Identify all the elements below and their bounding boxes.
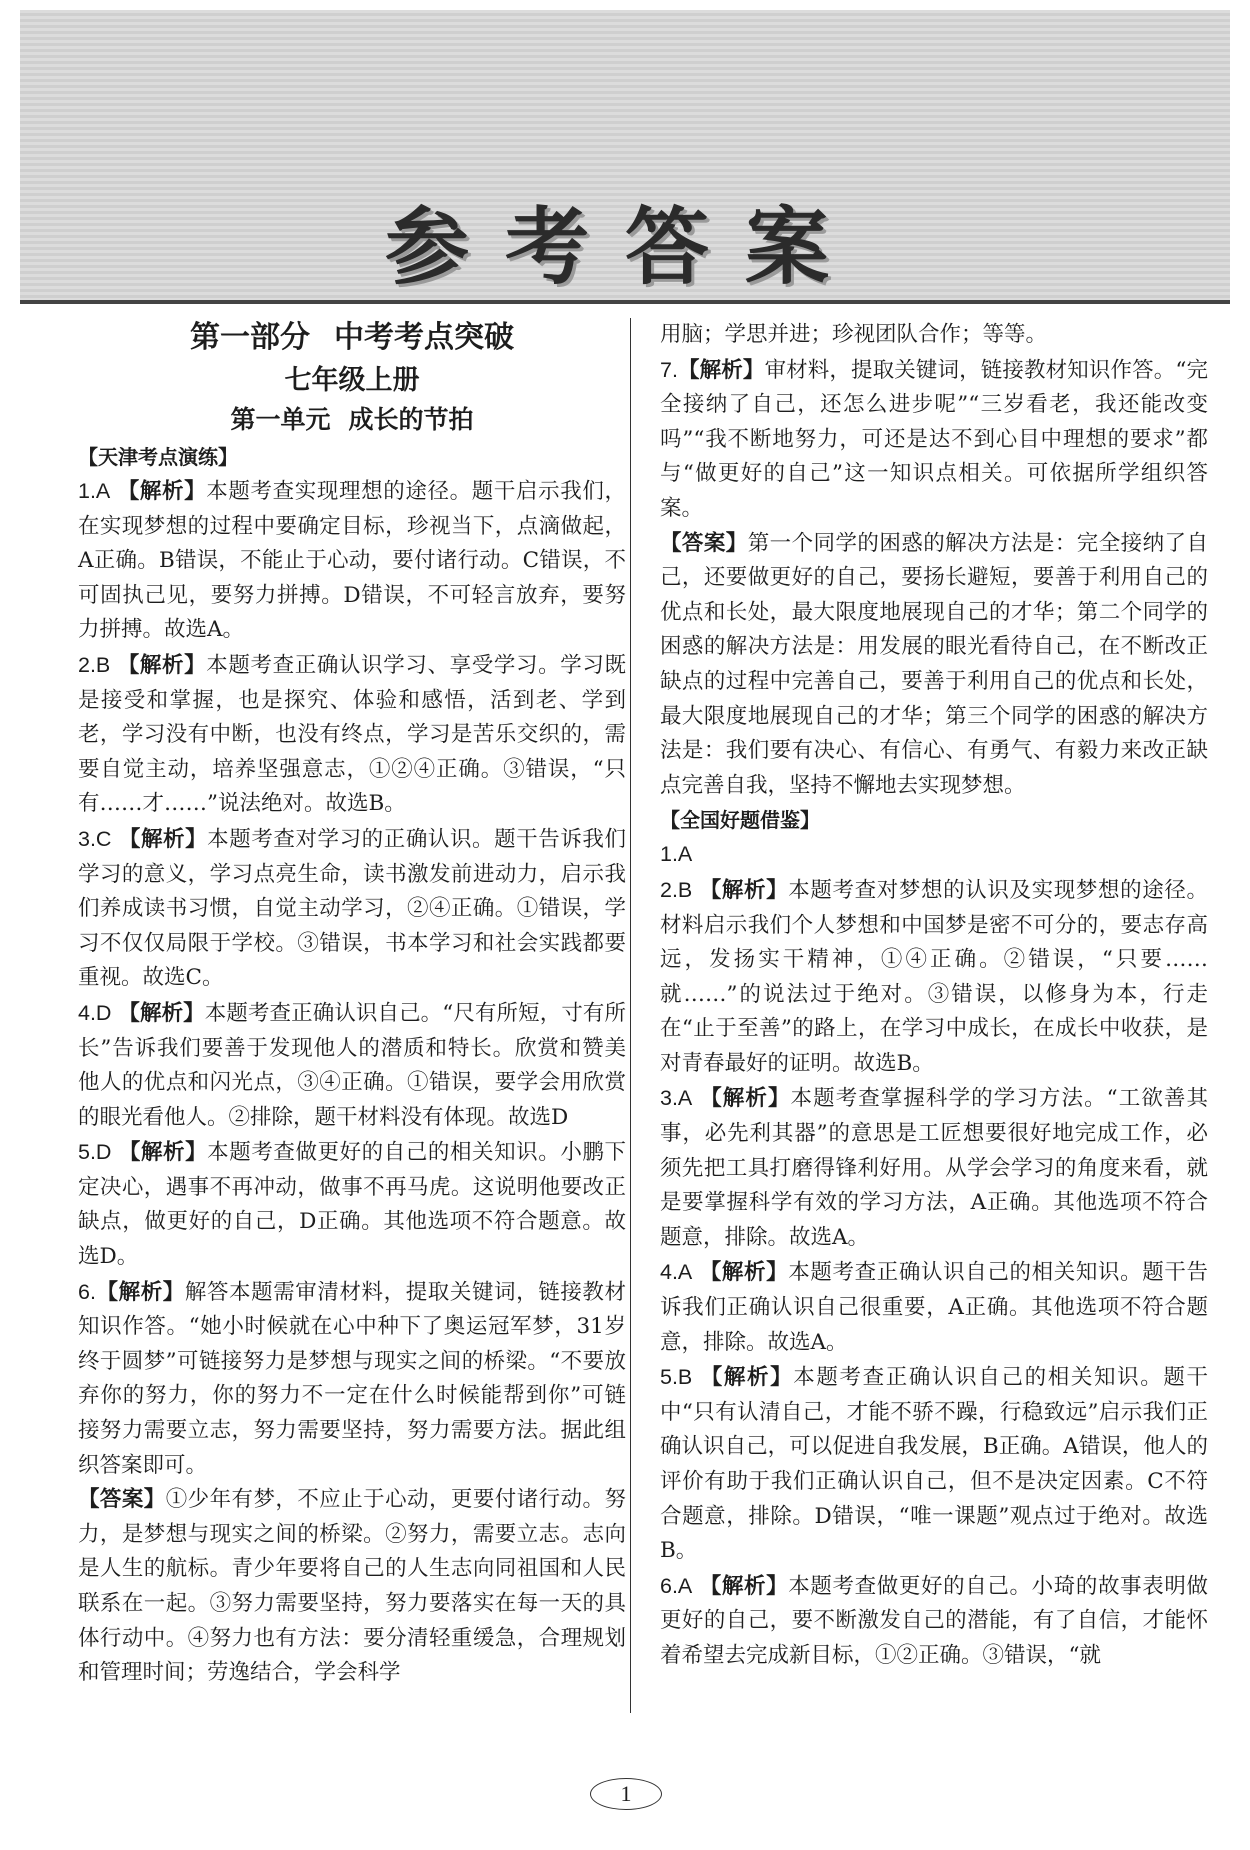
section-national: 【全国好题借鉴】 — [660, 808, 820, 833]
column-divider — [630, 318, 631, 1713]
banner-title: 参考答案 — [384, 198, 865, 296]
answer-item: 7.【解析】审材料，提取关键词，链接教材知识作答。“完全接纳了自己，还怎么进步呢”“三岁看老，我还能改变吗”“我不断地努力，可还是达不到心目中理想的要求”都与“做更好的自己”这一知识点相关。可依据所学组织答案。 — [660, 357, 1208, 521]
answer-item: 1.A — [660, 842, 693, 867]
left-column — [78, 318, 626, 1691]
page-number: 1 — [590, 1778, 662, 1810]
answer-item: 4.A 【解析】本题考查正确认识自己的相关知识。题干告诉我们正确认识自己很重要，A正确。其他选项不符合题意，排除。故选A。 — [660, 1260, 1208, 1355]
right-column — [660, 318, 1208, 1674]
grade-heading: 七年级上册 — [284, 365, 420, 396]
answer-item: 2.B 【解析】本题考查对梦想的认识及实现梦想的途径。材料启示我们个人梦想和中国梦是密不可分的，要志存高远，发扬实干精神，①④正确。②错误，“只要……就……”的说法过于绝对。③错误，以修身为本，行走在“止于至善”的路上，在学习中成长，在成长中收获，是对青春最好的证明。故选B。 — [660, 877, 1208, 1076]
answer-item: 3.C 【解析】本题考查对学习的正确认识。题干告诉我们学习的意义，学习点亮生命，读书激发前进动力，启示我们养成读书习惯，自觉主动学习，②④正确。①错误，学习不仅仅局限于学校。③错误，书本学习和社会实践都要重视。故选C。 — [78, 826, 626, 991]
header-banner — [20, 10, 1230, 304]
answer-item: 4.D 【解析】本题考查正确认识自己。“尺有所短，寸有所长”告诉我们要善于发现他人的潜质和特长。欣赏和赞美他人的优点和闪光点，③④正确。①错误，要学会用欣赏的眼光看他人。②排除，题干材料没有体现。故选D — [78, 1000, 626, 1130]
answer-item: 2.B 【解析】本题考查正确认识学习、享受学习。学习既是接受和掌握，也是探究、体验和感悟，活到老、学到老，学习没有中断，也没有终点，学习是苦乐交织的，需要自觉主动，培养坚强意志，①②④正确。③错误，“只有……才……”说法绝对。故选B。 — [78, 652, 626, 817]
answer-item: 1.A 【解析】本题考查实现理想的途径。题干启示我们，在实现梦想的过程中要确定目标，珍视当下，点滴做起，A正确。B错误，不能止于心动，要付诸行动。C错误，不可固执己见，要努力拼搏。D错误，不可轻言放弃，要努力拼搏。故选A。 — [78, 479, 626, 643]
answer-item: 5.B 【解析】本题考查正确认识自己的相关知识。题干中“只有认清自己，才能不骄不躁，行稳致远”启示我们正确认识自己，可以促进自我发展，B正确。A错误，他人的评价有助于我们正确认识自己，但不是决定因素。C不符合题意，排除。D错误，“唯一课题”观点过于绝对。故选B。 — [660, 1365, 1208, 1564]
answer-item: 6.【解析】解答本题需审清材料，提取关键词，链接教材知识作答。“她小时候就在心中种下了奥运冠军梦，31岁终于圆梦”可链接努力是梦想与现实之间的桥梁。“不要放弃你的努力，你的努力不一定在什么时候能帮到你”可链接努力需要立志，努力需要坚持，努力需要方法。据此组织答案即可。 — [78, 1279, 626, 1478]
answer-item: 6.A 【解析】本题考查做更好的自己。小琦的故事表明做更好的自己，要不断激发自己的潜能，有了自信，才能怀着希望去完成新目标，①②正确。③错误，“就 — [660, 1573, 1208, 1668]
continued-text: 用脑；学思并进；珍视团队合作；等等。 — [660, 322, 1048, 347]
part-heading: 第一部分 中考考点突破 — [190, 320, 514, 355]
answer-item: 3.A 【解析】本题考查掌握科学的学习方法。“工欲善其事，必先利其器”的意思是工匠想要很好地完成工作，必须先把工具打磨得锋利好用。从学会学习的角度来看，就是要掌握科学有效的学习方法，A正确。其他选项不符合题意，排除。故选A。 — [660, 1086, 1208, 1250]
answer-text: 【答案】第一个同学的困惑的解决方法是：完全接纳了自己，还要做更好的自己，要扬长避短，要善于利用自己的优点和长处，最大限度地展现自己的才华；第二个同学的困惑的解决方法是：用发展的眼光看待自己，在不断改正缺点的过程中完善自己，要善于利用自己的优点和长处，最大限度地展现自己的才华；第三个同学的困惑的解决方法是：我们要有决心、有信心、有勇气、有毅力来改正缺点完善自我，坚持不懈地去实现梦想。 — [660, 530, 1208, 798]
section-tianjin: 【天津考点演练】 — [78, 445, 238, 469]
unit-heading: 第一单元 成长的节拍 — [230, 405, 474, 434]
answer-text: 【答案】①少年有梦，不应止于心动，更要付诸行动。努力，是梦想与现实之间的桥梁。②努力，需要立志。志向是人生的航标。青少年要将自己的人生志向同祖国和人民联系在一起。③努力需要坚持，努力要落实在每一天的具体行动中。④努力也有方法：要分清轻重缓急，合理规划和管理时间；劳逸结合，学会科学 — [78, 1487, 626, 1686]
answer-item: 5.D 【解析】本题考查做更好的自己的相关知识。小鹏下定决心，遇事不再冲动，做事不再马虎。这说明他要改正缺点，做更好的自己，D正确。其他选项不符合题意。故选D。 — [78, 1140, 626, 1270]
